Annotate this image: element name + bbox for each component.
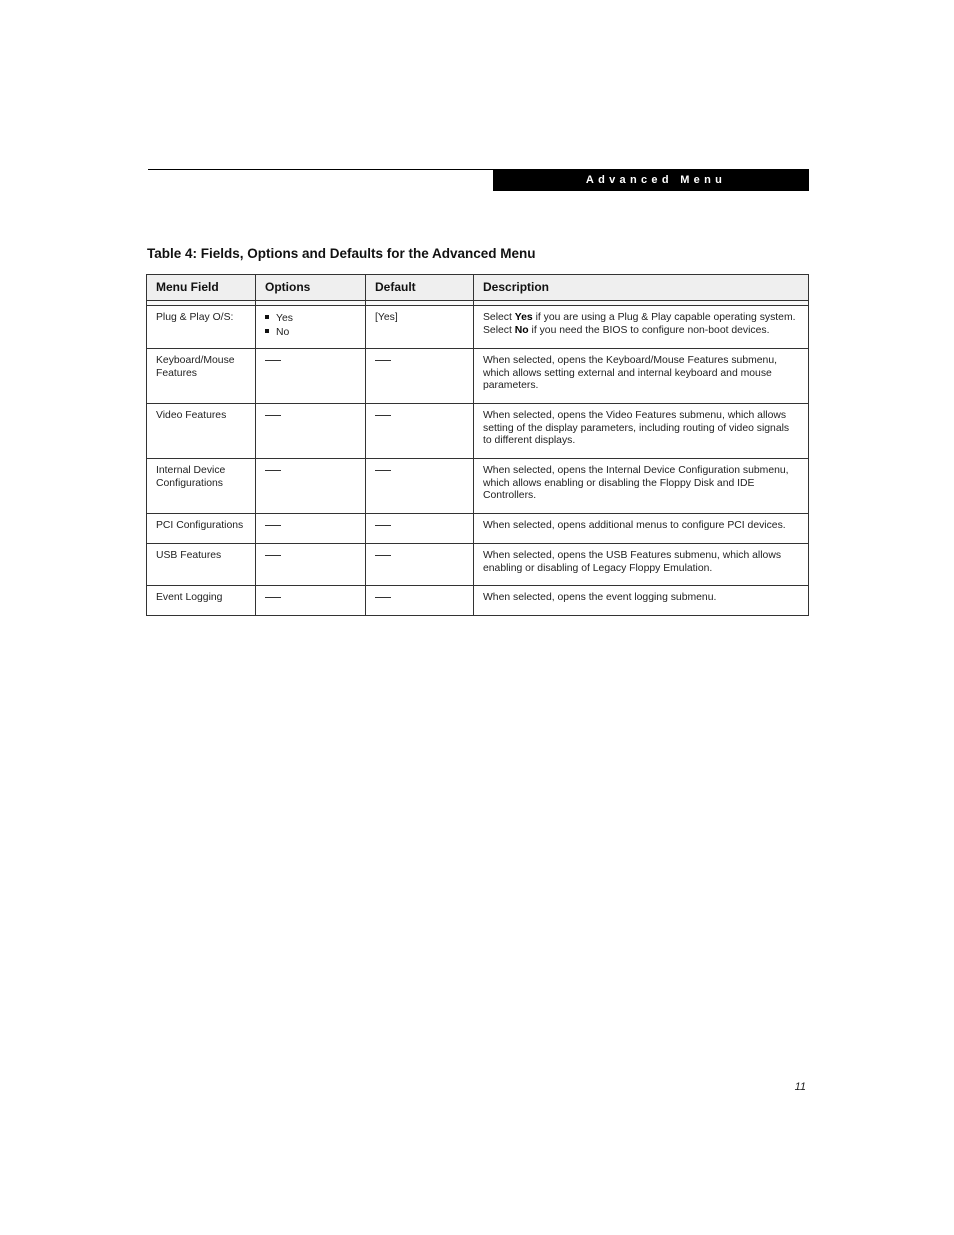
cell-description: When selected, opens the USB Features submenu, which allows enabling or disabling of Legacy Floppy Emulation.	[474, 544, 809, 586]
cell-menu-field: Plug & Play O/S:	[147, 306, 256, 349]
table-header-row	[147, 275, 809, 301]
cell-description: When selected, opens additional menus to configure PCI devices.	[474, 514, 809, 544]
cell-menu-field: Event Logging	[147, 586, 256, 616]
cell-menu-field: Keyboard/Mouse Features	[147, 349, 256, 404]
empty-dash	[375, 555, 391, 556]
empty-dash	[265, 360, 281, 361]
bullet-square-icon	[265, 315, 269, 319]
cell-options	[256, 349, 366, 404]
header-rule	[148, 169, 493, 170]
cell-menu-field: PCI Configurations	[147, 514, 256, 544]
empty-dash	[265, 555, 281, 556]
empty-dash	[265, 470, 281, 471]
empty-dash	[375, 470, 391, 471]
cell-description: Select Yes if you are using a Plug & Play capable operating system. Select No if you need the BIOS to configure non-boot devices.	[474, 306, 809, 349]
option-item: Yes	[265, 312, 356, 326]
empty-dash	[375, 597, 391, 598]
cell-options	[256, 306, 366, 349]
column-header-options: Options	[256, 275, 366, 301]
cell-menu-field: Video Features	[147, 404, 256, 459]
cell-menu-field: Internal Device Configurations	[147, 459, 256, 514]
cell-default	[366, 586, 474, 616]
cell-menu-field: USB Features	[147, 544, 256, 586]
table-row	[147, 586, 809, 616]
column-header-default: Default	[366, 275, 474, 301]
cell-options	[256, 544, 366, 586]
page-number: 11	[794, 1081, 806, 1093]
section-header-bar	[493, 169, 809, 191]
empty-dash	[375, 415, 391, 416]
empty-dash	[265, 525, 281, 526]
table-row	[147, 459, 809, 514]
empty-dash	[265, 415, 281, 416]
cell-options	[256, 404, 366, 459]
cell-description: When selected, opens the Internal Device Configuration submenu, which allows enabling or disabling the Floppy Disk and IDE Controllers.	[474, 459, 809, 514]
cell-default	[366, 459, 474, 514]
cell-default	[366, 544, 474, 586]
cell-default	[366, 514, 474, 544]
cell-description: When selected, opens the Video Features submenu, which allows setting of the display parameters, including routing of video signals to different displays.	[474, 404, 809, 459]
column-header-menu-field: Menu Field	[147, 275, 256, 301]
option-item: No	[265, 326, 356, 340]
table-row	[147, 404, 809, 459]
cell-description: When selected, opens the Keyboard/Mouse Features submenu, which allows setting external and internal keyboard and mouse parameters.	[474, 349, 809, 404]
cell-description: When selected, opens the event logging submenu.	[474, 586, 809, 616]
section-title: Advanced Menu	[585, 174, 727, 186]
cell-options	[256, 586, 366, 616]
table-title: Table 4: Fields, Options and Defaults for the Advanced Menu	[147, 246, 536, 261]
table-row	[147, 349, 809, 404]
cell-default	[366, 404, 474, 459]
advanced-menu-table	[146, 274, 809, 616]
empty-dash	[375, 525, 391, 526]
empty-dash	[265, 597, 281, 598]
cell-options	[256, 514, 366, 544]
column-header-description: Description	[474, 275, 809, 301]
table-row	[147, 306, 809, 349]
table-row	[147, 514, 809, 544]
bullet-square-icon	[265, 329, 269, 333]
cell-default: [Yes]	[366, 306, 474, 349]
cell-default	[366, 349, 474, 404]
table-row	[147, 544, 809, 586]
cell-options	[256, 459, 366, 514]
empty-dash	[375, 360, 391, 361]
